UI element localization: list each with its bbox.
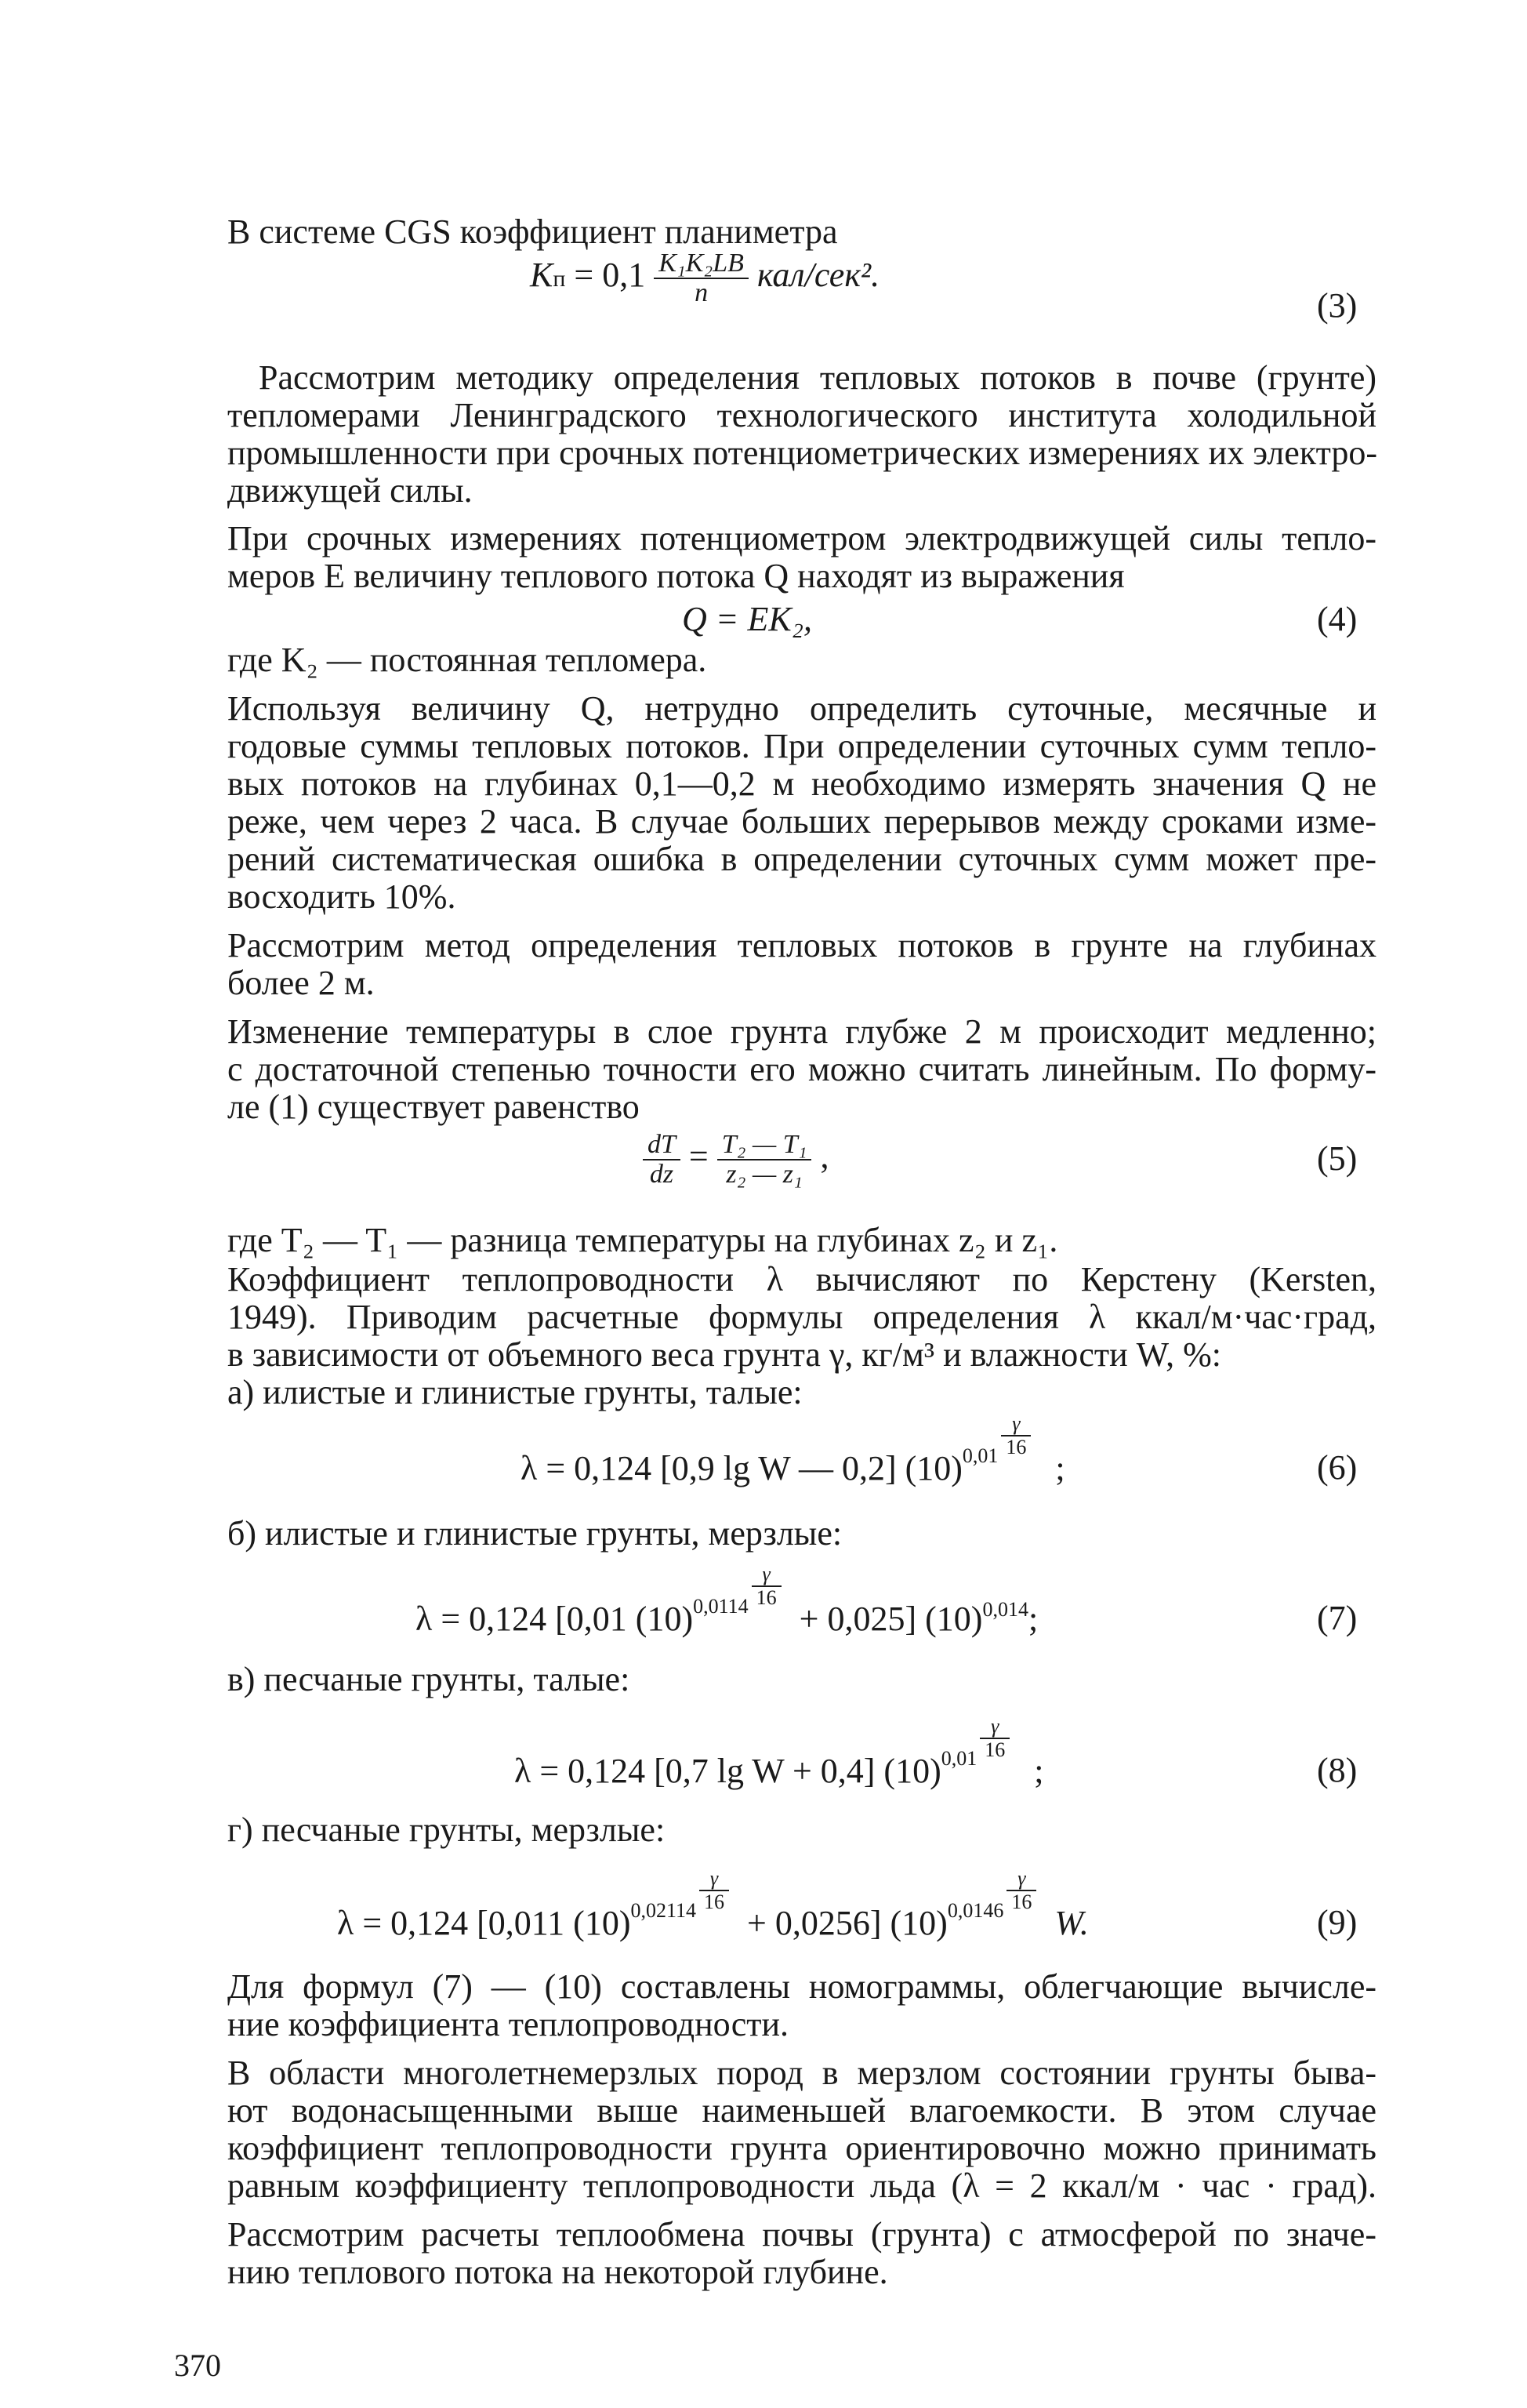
equation-number-4: (4) [1317, 600, 1358, 638]
paragraph-line: в зависимости от объемного веса грунта γ, кг/м³ и влажности W, %: [227, 1335, 1222, 1374]
eq8-exp-numerator: γ [980, 1716, 1010, 1739]
paragraph-line: ние коэффициента теплопроводности. [227, 2005, 789, 2043]
paragraph-line: тепломерами Ленинградского технологического института холодильной [227, 396, 1376, 434]
paragraph-line: годовые суммы тепловых потоков. При определении суточных сумм тепло- [227, 727, 1376, 765]
eq3-numerator: K₁K₂LB [654, 249, 749, 279]
eq5-fraction-right [717, 1131, 812, 1189]
eq5-denominator-right: z₂ — z₁ [726, 1160, 803, 1189]
paragraph-line: При срочных измерениях потенциометром электродвижущей силы тепло- [227, 519, 1376, 558]
eq9-exp2-numerator: γ [1007, 1868, 1036, 1891]
eq8-exponent-fraction [980, 1716, 1010, 1761]
eq7-tail: ; [1028, 1600, 1039, 1639]
eq3-unit: кал/сек². [756, 256, 880, 295]
eq5-equals: = [688, 1137, 709, 1176]
eq9-mid: + 0,0256] (10) [747, 1904, 948, 1943]
paragraph-line: ле (1) существует равенство [227, 1088, 640, 1126]
eq5-numerator-right: T₂ — T₁ [717, 1131, 812, 1160]
paragraph-line: Изменение температуры в слое грунта глубже 2 м происходит медленно; [227, 1012, 1376, 1051]
eq3-denominator: n [695, 278, 709, 307]
eq6-main: λ = 0,124 [0,9 lg W — 0,2] (10) [520, 1449, 963, 1488]
paragraph-line: равным коэффициенту теплопроводности льда (λ = 2 ккал/м · час · град). [227, 2166, 1376, 2205]
equation-9 [337, 1867, 1089, 1949]
paragraph-line: Для формул (7) — (10) составлены номограммы, облегчающие вычисле- [227, 1967, 1376, 2006]
eq7-exp-numerator: γ [752, 1564, 782, 1587]
page-number: 370 [174, 2348, 221, 2383]
eq3-lhs: K [530, 256, 553, 295]
eq6-tail: ; [1055, 1449, 1065, 1488]
eq3-lhs-sub: п [553, 266, 566, 292]
eq6-exp-numerator: γ [1001, 1413, 1031, 1436]
equation-5 [643, 1131, 829, 1189]
eq8-tail: ; [1034, 1752, 1044, 1791]
paragraph-line: меров E величину теплового потока Q находят из выражения [227, 557, 1125, 595]
eq6-exponent: 0,01 [962, 1444, 999, 1468]
paragraph-line: В системе CGS коэффициент планиметра [227, 212, 838, 251]
paragraph-line: восходить 10%. [227, 877, 456, 916]
paragraph-line: Рассмотрим расчеты теплообмена почвы (грунта) с атмосферой по значе- [227, 2215, 1376, 2254]
paragraph-line: рений систематическая ошибка в определении суточных сумм может пре- [227, 840, 1376, 878]
paragraph-line: коэффициент теплопроводности грунта ориентировочно можно принимать [227, 2129, 1376, 2167]
eq7-exponent-2: 0,014 [982, 1598, 1028, 1622]
equation-3 [530, 249, 880, 307]
paragraph-line: Используя величину Q, нетрудно определить суточные, месячные и [227, 689, 1376, 728]
eq5-tail: , [820, 1137, 829, 1176]
case-label-b: б) илистые и глинистые грунты, мерзлые: [227, 1514, 843, 1553]
equation-number-8: (8) [1317, 1751, 1358, 1789]
eq3-fraction [654, 249, 749, 307]
paragraph-line: вых потоков на глубинах 0,1—0,2 м необходимо измерять значения Q не [227, 765, 1376, 803]
paragraph-line: Рассмотрим метод определения тепловых потоков в грунте на глубинах [227, 926, 1376, 964]
paragraph-line: с достаточной степенью точности его можно считать линейным. По форму- [227, 1050, 1376, 1088]
paragraph-line: 1949). Приводим расчетные формулы определения λ ккал/м·час·град, [227, 1298, 1376, 1336]
eq7-exponent: 0,0114 [693, 1595, 749, 1618]
eq3-coef: = 0,1 [574, 256, 646, 295]
eq9-exponent-fraction-2 [1007, 1868, 1036, 1913]
eq7-main: λ = 0,124 [0,01 (10) [415, 1600, 694, 1639]
paragraph-line: реже, чем через 2 часа. В случае больших перерывов между сроками изме- [227, 802, 1376, 841]
paragraph-line: промышленности при срочных потенциометрических измерениях их электро- [227, 434, 1377, 472]
eq8-exponent: 0,01 [941, 1747, 977, 1771]
eq9-tail: W. [1054, 1904, 1089, 1943]
eq7-exponent-fraction [752, 1564, 782, 1609]
eq9-exponent: 0,02114 [630, 1899, 697, 1923]
paragraph-line: движущей силы. [227, 471, 473, 510]
case-label-d: г) песчаные грунты, мерзлые: [227, 1811, 666, 1849]
equation-number-7: (7) [1317, 1599, 1358, 1637]
paragraph-line: где T₂ — T₁ — разница температуры на глубинах z₂ и z₁. [227, 1221, 1058, 1259]
paragraph-line: ют водонасыщенными выше наименьшей влагоемкости. В этом случае [227, 2091, 1376, 2130]
equation-4: Q = EK₂, [682, 600, 812, 638]
eq6-exponent-fraction [1001, 1413, 1031, 1458]
paragraph-line: Коэффициент теплопроводности λ вычисляют по Керстену (Kersten, [227, 1260, 1376, 1298]
case-label-c: в) песчаные грунты, талые: [227, 1660, 630, 1698]
paragraph-line: В области многолетнемерзлых пород в мерзлом состоянии грунты быва- [227, 2054, 1376, 2092]
paragraph-line: где K₂ — постоянная тепломера. [227, 641, 707, 679]
eq9-main: λ = 0,124 [0,011 (10) [337, 1904, 631, 1943]
eq9-exp-numerator: γ [699, 1868, 729, 1891]
equation-number-5: (5) [1317, 1139, 1358, 1178]
equation-number-3: (3) [1317, 286, 1358, 325]
case-label-a: а) илистые и глинистые грунты, талые: [227, 1373, 803, 1411]
eq5-denominator-left: dz [649, 1160, 674, 1189]
eq9-exponent-fraction [699, 1868, 729, 1913]
equation-6 [520, 1412, 1065, 1495]
equation-7 [415, 1563, 1039, 1645]
equation-number-9: (9) [1317, 1903, 1358, 1941]
paragraph-line: нию теплового потока на некоторой глубине. [227, 2253, 888, 2291]
paragraph-line: более 2 м. [227, 964, 375, 1002]
eq6-exp-denominator: 16 [1006, 1436, 1027, 1458]
eq7-mid: + 0,025] (10) [799, 1600, 983, 1639]
equation-8 [514, 1715, 1044, 1797]
eq9-exp2-denominator: 16 [1011, 1890, 1032, 1913]
eq5-numerator-left: dT [643, 1131, 680, 1160]
paragraph-line: Рассмотрим методику определения тепловых потоков в почве (грунте) [259, 358, 1376, 397]
eq8-exp-denominator: 16 [985, 1738, 1006, 1761]
equation-number-6: (6) [1317, 1448, 1358, 1487]
eq5-fraction-left [643, 1131, 680, 1189]
eq8-main: λ = 0,124 [0,7 lg W + 0,4] (10) [514, 1752, 941, 1791]
eq9-exponent-2: 0,0146 [947, 1899, 1004, 1923]
eq9-exp-denominator: 16 [704, 1890, 725, 1913]
eq7-exp-denominator: 16 [756, 1586, 777, 1609]
